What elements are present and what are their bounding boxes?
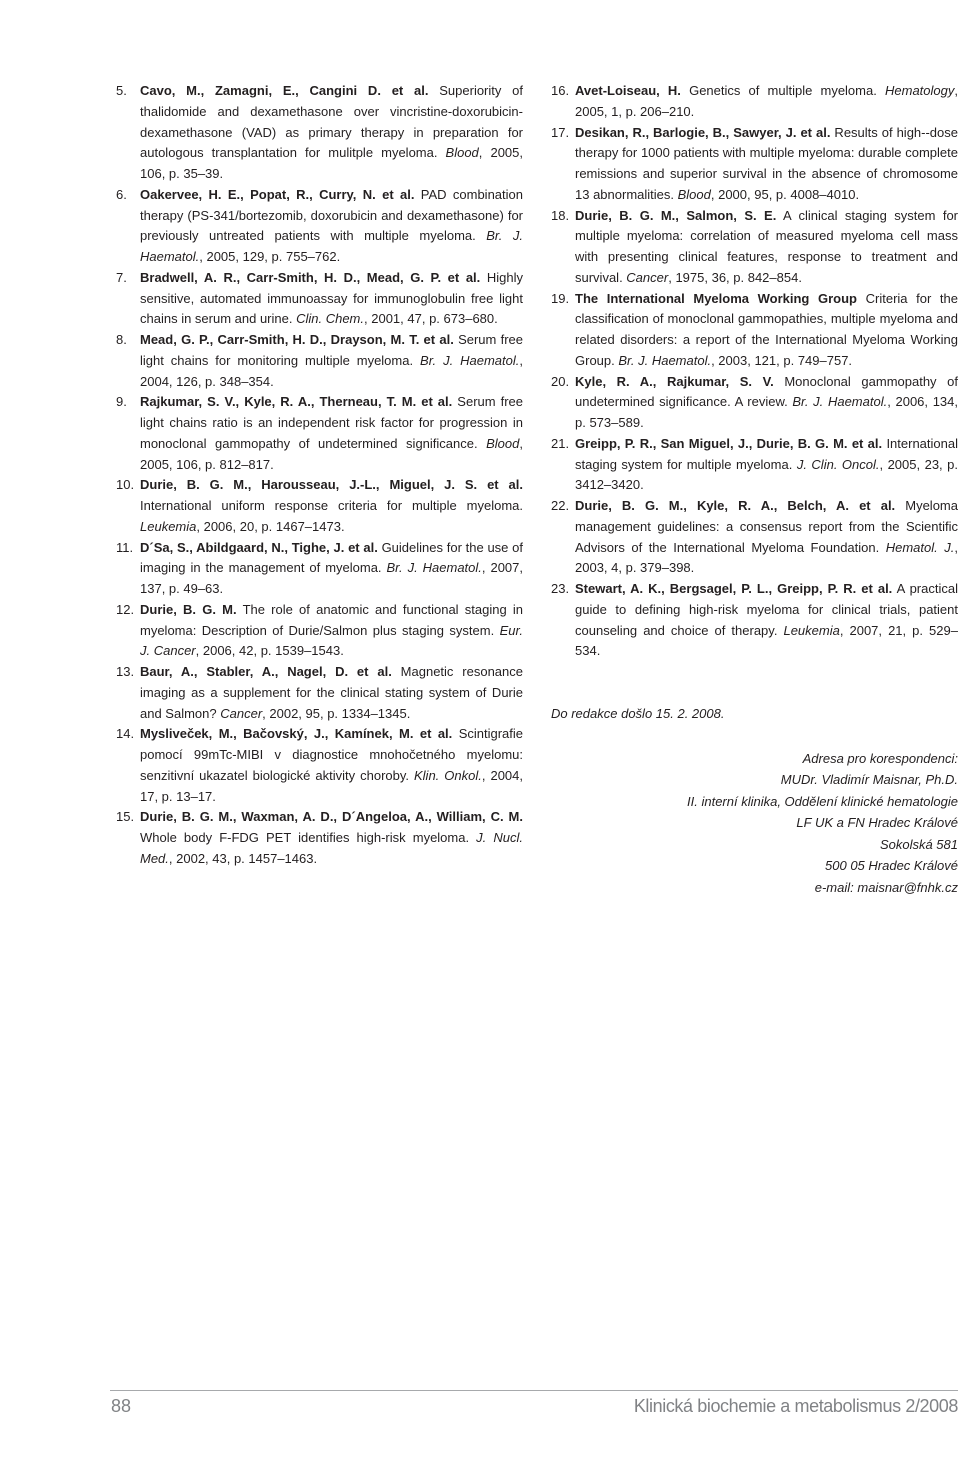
reference-number: 18. xyxy=(551,207,570,223)
reference-text: , 2002, 43, p. 1457–1463. xyxy=(168,850,318,866)
reference-journal: J. Clin. Oncol. xyxy=(796,456,880,472)
reference-number: 15. xyxy=(116,809,135,825)
reference-text: , 2002, 95, p. 1334–1345. xyxy=(262,705,411,721)
reference-authors: Kyle, R. A., Rajkumar, S. V. xyxy=(575,373,774,389)
reference-text: , 1975, 36, p. 842–854. xyxy=(668,269,802,285)
reference-text: Scintigrafie pomocí 99mTc-MIBI v diagnostice mnohočetného myelomu: senzitivní ukazatel biologické aktivity choroby. xyxy=(140,726,524,783)
reference-text: , 2007, 21, p. 529–534. xyxy=(575,622,958,659)
address-line: II. interní klinika, Oddělení klinické hematologie xyxy=(687,793,958,809)
reference-journal: Blood xyxy=(677,186,711,202)
reference-item xyxy=(116,724,523,807)
reference-text: , 2003, 4, p. 379–398. xyxy=(575,539,958,576)
reference-authors: Durie, B. G. M., Kyle, R. A., Belch, A. et al. xyxy=(575,498,896,513)
references-right-list xyxy=(551,81,958,662)
reference-text: Serum free light chains for monitoring multiple myeloma. xyxy=(140,332,524,368)
reference-item xyxy=(116,330,523,392)
reference-authors: Cavo, M., Zamagni, E., Cangini D. et al. xyxy=(140,83,429,98)
address-line: MUDr. Vladimír Maisnar, Ph.D. xyxy=(780,772,958,788)
reference-journal: Hematology xyxy=(885,83,955,98)
reference-number: 5. xyxy=(116,83,127,98)
reference-text: , 2006, 42, p. 1539–1543. xyxy=(195,643,344,659)
reference-journal: Br. J. Haematol. xyxy=(420,352,520,368)
reference-authors: D´Sa, S., Abildgaard, N., Tighe, J. et al. xyxy=(140,539,378,555)
reference-journal: Blood xyxy=(445,145,479,161)
reference-text: Highly sensitive, automated immunoassay for immunoglobulin free light chains in serum and urine. xyxy=(140,269,523,327)
correspondence-address xyxy=(551,748,958,899)
reference-text: , 2003, 121, p. 749–757. xyxy=(711,352,853,368)
reference-authors: Durie, B. G. M., Harousseau, J.-L., Miguel, J. S. et al. xyxy=(140,477,523,493)
reference-journal: Klin. Onkol. xyxy=(414,767,482,783)
reference-authors: Greipp, P. R., San Miguel, J., Durie, B. G. M. et al. xyxy=(575,435,883,451)
reference-text: A clinical staging system for multiple myeloma: correlation of measured myeloma cell mass with presenting clinical features, response to treatment and survival. xyxy=(575,207,959,285)
reference-journal: Eur. J. Cancer xyxy=(140,622,523,659)
reference-text: Monoclonal gammopathy of undetermined significance. A review. xyxy=(575,373,958,410)
reference-item xyxy=(116,807,523,869)
reference-text: Results of high--dose therapy for 1000 patients with multiple myeloma: durable complete remissions and superior survival in the absence of chromosome 13 abnormalities. xyxy=(575,124,959,202)
references-left-column xyxy=(116,81,523,870)
reference-number: 13. xyxy=(116,664,135,679)
reference-item xyxy=(116,662,523,724)
reference-text: Myeloma management guidelines: a consensus report from the Scientific Advisors of the International Myeloma Foundation. xyxy=(575,498,958,555)
reference-item xyxy=(116,185,523,268)
reference-text: , 2004, 126, p. 348–354. xyxy=(140,352,524,389)
reference-text: Superiority of thalidomide and dexamethasone over vincristine-doxorubicin-dexamethasone (VAD) as primary therapy in preparation for autologous transplantation for mulitple myeloma. xyxy=(140,83,524,161)
reference-text: , 2006, 20, p. 1467–1473. xyxy=(196,518,345,534)
reference-item xyxy=(551,206,958,289)
reference-authors: Baur, A., Stabler, A., Nagel, D. et al. xyxy=(140,664,392,679)
reference-authors: Durie, B. G. M., Salmon, S. E. xyxy=(575,207,777,223)
reference-text: Magnetic resonance imaging as a supplement for the clinical stating system of Durie and Salmon? xyxy=(140,664,523,721)
reference-number: 20. xyxy=(551,373,570,389)
address-email[interactable]: e-mail: maisnar@fnhk.cz xyxy=(814,879,958,895)
reference-text: , 2005, 1, p. 206–210. xyxy=(575,83,958,119)
reference-text: , 2007, 137, p. 49–63. xyxy=(140,560,524,596)
reference-text: , 2004, 17, p. 13–17. xyxy=(140,767,523,804)
reference-item xyxy=(116,538,523,600)
reference-number: 11. xyxy=(116,539,134,555)
reference-number: 23. xyxy=(551,581,570,596)
reference-journal: Br. J. Haematol. xyxy=(618,352,712,368)
reference-authors: Bradwell, A. R., Carr-Smith, H. D., Mead, G. P. et al. xyxy=(140,269,481,285)
reference-text: , 2005, 23, p. 3412–3420. xyxy=(575,456,958,493)
address-line: Adresa pro korespondenci: xyxy=(802,750,958,766)
reference-journal: Br. J. Haematol. xyxy=(140,228,523,264)
reference-text: , 2005, 129, p. 755–762. xyxy=(199,249,341,264)
reference-text: Serum free light chains ratio is an independent risk factor for progression in monoclonal gammopathy of undetermined significance. xyxy=(140,394,524,451)
received-date: Do redakce došlo 15. 2. 2008. xyxy=(551,706,725,721)
reference-authors: The International Myeloma Working Group xyxy=(575,290,857,306)
address-line: Sokolská 581 xyxy=(879,836,958,852)
reference-text: , 2006, 134, p. 573–589. xyxy=(575,394,958,430)
journal-title: Klinická biochemie a metabolismus 2/2008 xyxy=(633,1396,958,1416)
reference-text: International uniform response criteria for multiple myeloma. xyxy=(140,498,523,513)
reference-number: 6. xyxy=(116,186,127,202)
reference-authors: Durie, B. G. M. xyxy=(140,601,237,617)
reference-authors: Mysliveček, M., Bačovský, J., Kamínek, M. et al. xyxy=(140,726,453,742)
reference-number: 8. xyxy=(116,332,127,347)
reference-item xyxy=(116,81,523,185)
reference-journal: Hematol. J. xyxy=(885,539,955,555)
reference-journal: Cancer xyxy=(626,269,669,285)
reference-item xyxy=(551,434,958,496)
address-line: 500 05 Hradec Králové xyxy=(825,858,958,874)
reference-authors: Desikan, R., Barlogie, B., Sawyer, J. et al. xyxy=(575,124,831,140)
reference-item xyxy=(116,392,523,475)
reference-journal: Leukemia xyxy=(783,622,840,638)
reference-number: 12. xyxy=(116,601,135,617)
reference-text: , 2005, 106, p. 812–817. xyxy=(140,435,523,472)
reference-text: , 2000, 95, p. 4008–4010. xyxy=(710,186,860,202)
reference-text: Guidelines for the use of imaging in the management of myeloma. xyxy=(140,539,523,576)
reference-number: 17. xyxy=(551,124,570,140)
reference-journal: Br. J. Haematol. xyxy=(792,394,888,410)
reference-journal: Clin. Chem. xyxy=(296,311,365,327)
reference-number: 9. xyxy=(116,394,127,410)
reference-authors: Durie, B. G. M., Waxman, A. D., D´Angeloa, A., William, C. M. xyxy=(140,809,523,825)
reference-text: Whole body F-FDG PET identifies high-risk myeloma. xyxy=(140,830,477,845)
reference-text: The role of anatomic and functional staging in myeloma: Description of Durie/Salmon plus staging system. xyxy=(140,601,523,638)
reference-number: 10. xyxy=(116,477,135,493)
reference-journal: Blood xyxy=(486,435,520,451)
reference-item xyxy=(551,372,958,434)
reference-text: , 2005, 106, p. 35–39. xyxy=(140,145,523,181)
reference-journal: Cancer xyxy=(220,705,263,721)
reference-journal: Leukemia xyxy=(140,518,197,534)
reference-item xyxy=(551,579,958,662)
reference-number: 19. xyxy=(551,290,570,306)
reference-text: International staging system for multiple myeloma. xyxy=(575,435,958,472)
reference-item xyxy=(116,600,523,662)
reference-number: 21. xyxy=(551,435,570,451)
reference-text: PAD combination therapy (PS-341/bortezomib, doxorubicin and dexamethasone) for previously untreated patients with multiple myeloma. xyxy=(140,186,523,244)
reference-journal: Br. J. Haematol. xyxy=(386,560,482,576)
reference-number: 7. xyxy=(116,269,127,285)
reference-number: 14. xyxy=(116,726,135,742)
reference-item xyxy=(116,475,523,537)
reference-authors: Oakervee, H. E., Popat, R., Curry, N. et al. xyxy=(140,186,415,202)
reference-item xyxy=(551,289,958,372)
reference-authors: Rajkumar, S. V., Kyle, R. A., Therneau, T. M. et al. xyxy=(140,394,453,410)
reference-authors: Mead, G. P., Carr-Smith, H. D., Drayson, M. T. et al. xyxy=(140,332,454,347)
reference-number: 22. xyxy=(551,498,570,513)
reference-journal: J. Nucl. Med. xyxy=(140,830,523,866)
footer-divider xyxy=(110,1390,958,1391)
reference-text: Genetics of multiple myeloma. xyxy=(680,83,885,98)
references-right-column xyxy=(551,81,958,898)
page-number: 88 xyxy=(111,1396,132,1416)
reference-item xyxy=(551,81,958,123)
reference-text: , 2001, 47, p. 673–680. xyxy=(364,311,498,327)
address-line: LF UK a FN Hradec Králové xyxy=(796,815,958,831)
reference-number: 16. xyxy=(551,83,570,98)
reference-item xyxy=(116,268,523,330)
reference-text: Criteria for the classification of monoclonal gammopathies, multiple myeloma and related disorders: a report of the International Myeloma Working Group. xyxy=(575,290,958,368)
reference-authors: Stewart, A. K., Bergsagel, P. L., Greipp, P. R. et al. xyxy=(575,581,893,596)
reference-item xyxy=(551,496,958,579)
reference-item xyxy=(551,123,958,206)
reference-text: A practical guide to defining high-risk myeloma for clinical trials, patient counseling and choice of therapy. xyxy=(575,581,958,638)
reference-authors: Avet-Loiseau, H. xyxy=(575,83,681,98)
